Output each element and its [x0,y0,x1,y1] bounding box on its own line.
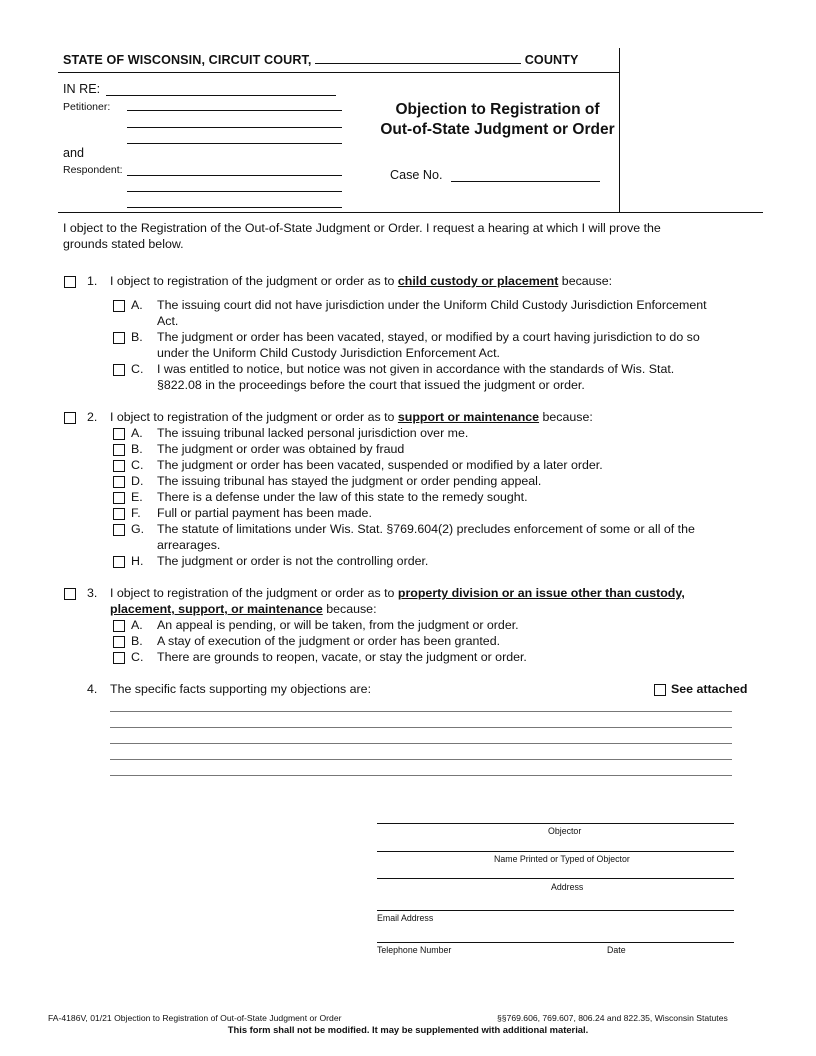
in-re-field[interactable] [106,95,336,96]
facts-line-2[interactable] [110,727,732,728]
section-3c-checkbox[interactable] [113,652,125,664]
section-2d-line-1: The issuing tribunal has stayed the judgment or order pending appeal. [157,474,542,488]
petitioner-field-1[interactable] [127,110,342,111]
section-3b-letter: B. [131,634,143,648]
section-2e-checkbox[interactable] [113,492,125,504]
case-no-label: Case No. [390,168,443,182]
section-3c-line-1: There are grounds to reopen, vacate, or stay the judgment or order. [157,650,527,664]
date-label: Date [607,945,626,955]
section-1c-line-1: I was entitled to notice, but notice was not given in accordance with the standards of Wis. Stat. [157,362,675,376]
section-2-checkbox[interactable] [64,412,76,424]
section-2-number: 2. [87,410,98,424]
section-2a-checkbox[interactable] [113,428,125,440]
in-re-label: IN RE: [63,82,101,96]
section-2f-letter: F. [131,506,141,520]
statutes-reference: §§769.606, 769.607, 806.24 and 822.35, Wisconsin Statutes [497,1013,728,1023]
address-line[interactable] [377,878,734,879]
section-2g-line-2: arrearages. [157,538,221,552]
facts-line-4[interactable] [110,759,732,760]
email-label: Email Address [377,913,434,923]
section-3a-line-1: An appeal is pending, or will be taken, from the judgment or order. [157,618,519,632]
section-3b-checkbox[interactable] [113,636,125,648]
section-2b-checkbox[interactable] [113,444,125,456]
form-id: FA-4186V, 01/21 Objection to Registration of Out-of-State Judgment or Order [48,1013,342,1023]
section-2c-line-1: The judgment or order has been vacated, suspended or modified by a later order. [157,458,603,472]
section-2f-checkbox[interactable] [113,508,125,520]
facts-line-3[interactable] [110,743,732,744]
see-attached-label: See attached [671,682,748,696]
form-title [355,100,640,140]
section-2g-checkbox[interactable] [113,524,125,536]
form-title-line-2: Out-of-State Judgment or Order [380,121,615,138]
section-1c-checkbox[interactable] [113,364,125,376]
county-label: COUNTY [524,53,579,67]
section-1-statement [110,273,612,289]
section-3a-checkbox[interactable] [113,620,125,632]
telephone-label: Telephone Number [377,945,452,955]
section-3-tail: because: [326,602,377,616]
respondent-field-1[interactable] [127,175,342,176]
section-2g-line-1: The statute of limitations under Wis. Stat. §769.604(2) precludes enforcement of some or all of the [157,522,695,536]
section-2-tail: because: [542,410,593,424]
section-2e-line-1: There is a defense under the law of this state to the remedy sought. [157,490,528,504]
section-2-lead: I object to registration of the judgment or order as to [110,410,395,424]
section-1-checkbox[interactable] [64,276,76,288]
section-2e-letter: E. [131,490,143,504]
section-1c-line-2: §822.08 in the proceedings before the court that issued the judgment or order. [157,378,585,392]
section-2a-letter: A. [131,426,143,440]
section-1-number: 1. [87,274,98,288]
name-printed-label: Name Printed or Typed of Objector [494,854,630,864]
section-2b-line-1: The judgment or order was obtained by fraud [157,442,405,456]
intro-line-1: I object to the Registration of the Out-of-State Judgment or Order. I request a hearing at which I will prove the [63,221,661,235]
section-2d-letter: D. [131,474,144,488]
name-printed-line[interactable] [377,851,734,852]
section-1a-letter: A. [131,298,143,312]
section-4-text: The specific facts supporting my objections are: [110,682,372,696]
section-3-emphasis-2: placement, support, or maintenance [110,602,323,616]
header-divider [58,72,619,73]
petitioner-field-3[interactable] [127,143,342,144]
section-3-emphasis-1: property division or an issue other than custody, [397,586,685,600]
petitioner-label: Petitioner: [63,101,111,113]
section-1a-line-1: The issuing court did not have jurisdiction under the Uniform Child Custody Jurisdiction Enforcement [157,298,707,312]
see-attached-checkbox[interactable] [654,684,666,696]
section-3a-letter: A. [131,618,143,632]
telephone-date-line[interactable] [377,942,734,943]
section-2a-line-1: The issuing tribunal lacked personal jurisdiction over me. [157,426,469,440]
section-1b-line-2: under the Uniform Child Custody Jurisdiction Enforcement Act. [157,346,500,360]
section-2b-letter: B. [131,442,143,456]
caption-bottom-divider [58,212,763,213]
section-1-tail: because: [561,274,613,288]
section-1-lead: I object to registration of the judgment or order as to [110,274,395,288]
section-3-number: 3. [87,586,98,600]
section-4-number: 4. [87,682,98,696]
section-2h-letter: H. [131,554,144,568]
modification-notice: This form shall not be modified. It may be supplemented with additional material. [227,1024,589,1035]
section-2h-checkbox[interactable] [113,556,125,568]
section-2c-letter: C. [131,458,144,472]
section-2g-letter: G. [131,522,145,536]
section-3c-letter: C. [131,650,144,664]
form-title-line-1: Objection to Registration of [395,101,600,118]
respondent-field-3[interactable] [127,207,342,208]
section-1b-checkbox[interactable] [113,332,125,344]
section-2h-line-1: The judgment or order is not the controlling order. [157,554,429,568]
section-3-statement-line-2 [110,601,377,617]
email-line[interactable] [377,910,734,911]
and-label: and [63,146,85,160]
section-2-emphasis: support or maintenance [397,410,540,424]
intro-line-2: grounds stated below. [63,237,184,251]
section-3-statement-line-1 [110,585,685,601]
section-1b-line-1: The judgment or order has been vacated, stayed, or modified by a court having jurisdiction to do so [157,330,700,344]
court-header [63,53,579,67]
section-1b-letter: B. [131,330,143,344]
objector-signature-line[interactable] [377,823,734,824]
state-court-label: STATE OF WISCONSIN, CIRCUIT COURT, [63,53,312,67]
facts-line-1[interactable] [110,711,732,712]
section-1a-line-2: Act. [157,314,179,328]
section-2f-line-1: Full or partial payment has been made. [157,506,372,520]
respondent-field-2[interactable] [127,191,342,192]
address-label: Address [551,882,584,892]
case-no-field[interactable] [451,181,600,182]
section-3b-line-1: A stay of execution of the judgment or order has been granted. [157,634,501,648]
section-2d-checkbox[interactable] [113,476,125,488]
section-2-statement [110,409,593,425]
respondent-label: Respondent: [63,164,123,176]
objector-label: Objector [548,826,582,836]
section-1a-checkbox[interactable] [113,300,125,312]
petitioner-field-2[interactable] [127,127,342,128]
section-1c-letter: C. [131,362,144,376]
facts-line-5[interactable] [110,775,732,776]
section-1-emphasis: child custody or placement [397,274,559,288]
county-name-field[interactable] [315,63,521,64]
section-2c-checkbox[interactable] [113,460,125,472]
section-3-lead: I object to registration of the judgment or order as to [110,586,395,600]
section-3-checkbox[interactable] [64,588,76,600]
